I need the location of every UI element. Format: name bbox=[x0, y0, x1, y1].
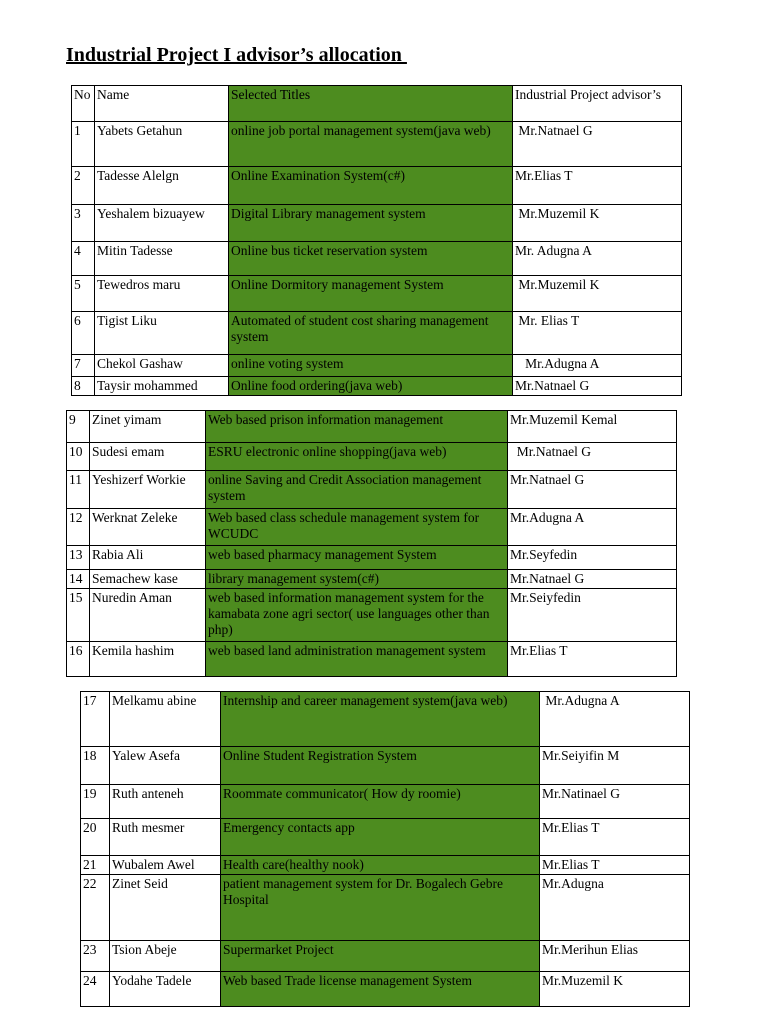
document-title: Industrial Project I advisor’s allocation bbox=[66, 44, 407, 66]
table-row bbox=[81, 856, 690, 875]
advisor-name: Mr.Seiyfedin bbox=[508, 589, 677, 642]
advisor-name: Mr.Natnael G bbox=[508, 443, 677, 471]
student-name: Rabia Ali bbox=[90, 546, 206, 570]
selected-title: Online food ordering(java web) bbox=[229, 377, 513, 396]
selected-title: ESRU electronic online shopping(java web) bbox=[206, 443, 508, 471]
selected-title: online Saving and Credit Association management system bbox=[206, 471, 508, 509]
allocation-table-1 bbox=[71, 85, 682, 396]
table-row bbox=[67, 546, 677, 570]
advisor-name: Mr.Elias T bbox=[513, 167, 682, 205]
table-row bbox=[81, 941, 690, 972]
row-number: 20 bbox=[81, 819, 110, 856]
selected-title: Emergency contacts app bbox=[221, 819, 540, 856]
advisor-name: Mr.Natnael G bbox=[508, 471, 677, 509]
row-number: 16 bbox=[67, 642, 90, 677]
table-row bbox=[67, 411, 677, 443]
student-name: Zinet Seid bbox=[110, 875, 221, 941]
row-number: 9 bbox=[67, 411, 90, 443]
table-row bbox=[67, 509, 677, 546]
student-name: Tewedros maru bbox=[95, 276, 229, 312]
table-row bbox=[72, 167, 682, 205]
row-number: 24 bbox=[81, 972, 110, 1007]
student-name: Yeshalem bizuayew bbox=[95, 205, 229, 242]
table-2-body bbox=[67, 411, 677, 677]
selected-title: Online bus ticket reservation system bbox=[229, 242, 513, 276]
advisor-name: Mr. Adugna A bbox=[513, 242, 682, 276]
advisor-name: Mr.Muzemil K bbox=[540, 972, 690, 1007]
row-number: 3 bbox=[72, 205, 95, 242]
row-number: 8 bbox=[72, 377, 95, 396]
student-name: Yalew Asefa bbox=[110, 747, 221, 785]
selected-title: Web based class schedule management system for WCUDC bbox=[206, 509, 508, 546]
table-row bbox=[81, 785, 690, 819]
selected-title: web based pharmacy management System bbox=[206, 546, 508, 570]
advisor-name: Mr.Natnael G bbox=[508, 570, 677, 589]
selected-title: online voting system bbox=[229, 355, 513, 377]
row-number: 11 bbox=[67, 471, 90, 509]
table-1-body bbox=[72, 122, 682, 396]
table-row bbox=[67, 642, 677, 677]
table-row bbox=[72, 205, 682, 242]
advisor-name: Mr.Elias T bbox=[508, 642, 677, 677]
header-selected-titles: Selected Titles bbox=[229, 86, 513, 122]
table-row bbox=[81, 819, 690, 856]
row-number: 19 bbox=[81, 785, 110, 819]
row-number: 22 bbox=[81, 875, 110, 941]
allocation-table-2 bbox=[66, 410, 677, 677]
student-name: Kemila hashim bbox=[90, 642, 206, 677]
student-name: Semachew kase bbox=[90, 570, 206, 589]
table-row bbox=[72, 242, 682, 276]
table-row bbox=[67, 589, 677, 642]
row-number: 5 bbox=[72, 276, 95, 312]
row-number: 2 bbox=[72, 167, 95, 205]
advisor-name: Mr.Seyfedin bbox=[508, 546, 677, 570]
selected-title: Web based prison information management bbox=[206, 411, 508, 443]
advisor-name: Mr.Merihun Elias bbox=[540, 941, 690, 972]
student-name: Yodahe Tadele bbox=[110, 972, 221, 1007]
allocation-table-3 bbox=[80, 691, 690, 1007]
table-row bbox=[72, 355, 682, 377]
header-no: No bbox=[72, 86, 95, 122]
student-name: Zinet yimam bbox=[90, 411, 206, 443]
table-header-row bbox=[72, 86, 682, 122]
student-name: Yeshizerf Workie bbox=[90, 471, 206, 509]
student-name: Melkamu abine bbox=[110, 692, 221, 747]
selected-title: Supermarket Project bbox=[221, 941, 540, 972]
table-row bbox=[72, 276, 682, 312]
row-number: 18 bbox=[81, 747, 110, 785]
student-name: Tadesse Alelgn bbox=[95, 167, 229, 205]
student-name: Tigist Liku bbox=[95, 312, 229, 355]
header-advisor: Industrial Project advisor’s bbox=[513, 86, 682, 122]
row-number: 10 bbox=[67, 443, 90, 471]
advisor-name: Mr.Natinael G bbox=[540, 785, 690, 819]
selected-title: web based land administration management system bbox=[206, 642, 508, 677]
selected-title: online job portal management system(java web) bbox=[229, 122, 513, 167]
selected-title: Online Student Registration System bbox=[221, 747, 540, 785]
advisor-name: Mr.Seiyifin M bbox=[540, 747, 690, 785]
header-name: Name bbox=[95, 86, 229, 122]
selected-title: web based information management system for the kamabata zone agri sector( use languages other than php) bbox=[206, 589, 508, 642]
table-row bbox=[72, 377, 682, 396]
table-row bbox=[72, 312, 682, 355]
student-name: Ruth anteneh bbox=[110, 785, 221, 819]
row-number: 23 bbox=[81, 941, 110, 972]
advisor-name: Mr.Adugna A bbox=[513, 355, 682, 377]
row-number: 13 bbox=[67, 546, 90, 570]
row-number: 14 bbox=[67, 570, 90, 589]
student-name: Tsion Abeje bbox=[110, 941, 221, 972]
student-name: Yabets Getahun bbox=[95, 122, 229, 167]
selected-title: Online Dormitory management System bbox=[229, 276, 513, 312]
selected-title: Roommate communicator( How dy roomie) bbox=[221, 785, 540, 819]
row-number: 15 bbox=[67, 589, 90, 642]
table-row bbox=[81, 972, 690, 1007]
row-number: 21 bbox=[81, 856, 110, 875]
advisor-name: Mr.Adugna A bbox=[508, 509, 677, 546]
student-name: Ruth mesmer bbox=[110, 819, 221, 856]
selected-title: Online Examination System(c#) bbox=[229, 167, 513, 205]
advisor-name: Mr.Muzemil K bbox=[513, 276, 682, 312]
row-number: 17 bbox=[81, 692, 110, 747]
student-name: Chekol Gashaw bbox=[95, 355, 229, 377]
advisor-name: Mr.Elias T bbox=[540, 856, 690, 875]
selected-title: Automated of student cost sharing management system bbox=[229, 312, 513, 355]
advisor-name: Mr. Elias T bbox=[513, 312, 682, 355]
table-row bbox=[67, 443, 677, 471]
selected-title: Web based Trade license management System bbox=[221, 972, 540, 1007]
student-name: Taysir mohammed bbox=[95, 377, 229, 396]
table-row bbox=[72, 122, 682, 167]
table-row bbox=[67, 471, 677, 509]
student-name: Sudesi emam bbox=[90, 443, 206, 471]
selected-title: patient management system for Dr. Bogalech Gebre Hospital bbox=[221, 875, 540, 941]
table-row bbox=[81, 747, 690, 785]
advisor-name: Mr.Adugna bbox=[540, 875, 690, 941]
advisor-name: Mr.Natnael G bbox=[513, 377, 682, 396]
row-number: 1 bbox=[72, 122, 95, 167]
advisor-name: Mr.Adugna A bbox=[540, 692, 690, 747]
table-3-body bbox=[81, 692, 690, 1007]
advisor-name: Mr.Muzemil K bbox=[513, 205, 682, 242]
student-name: Wubalem Awel bbox=[110, 856, 221, 875]
student-name: Nuredin Aman bbox=[90, 589, 206, 642]
selected-title: Internship and career management system(java web) bbox=[221, 692, 540, 747]
advisor-name: Mr.Elias T bbox=[540, 819, 690, 856]
row-number: 6 bbox=[72, 312, 95, 355]
selected-title: Digital Library management system bbox=[229, 205, 513, 242]
table-row bbox=[67, 570, 677, 589]
selected-title: Health care(healthy nook) bbox=[221, 856, 540, 875]
selected-title: library management system(c#) bbox=[206, 570, 508, 589]
student-name: Werknat Zeleke bbox=[90, 509, 206, 546]
row-number: 4 bbox=[72, 242, 95, 276]
advisor-name: Mr.Muzemil Kemal bbox=[508, 411, 677, 443]
advisor-name: Mr.Natnael G bbox=[513, 122, 682, 167]
table-row bbox=[81, 692, 690, 747]
table-row bbox=[81, 875, 690, 941]
student-name: Mitin Tadesse bbox=[95, 242, 229, 276]
row-number: 12 bbox=[67, 509, 90, 546]
row-number: 7 bbox=[72, 355, 95, 377]
